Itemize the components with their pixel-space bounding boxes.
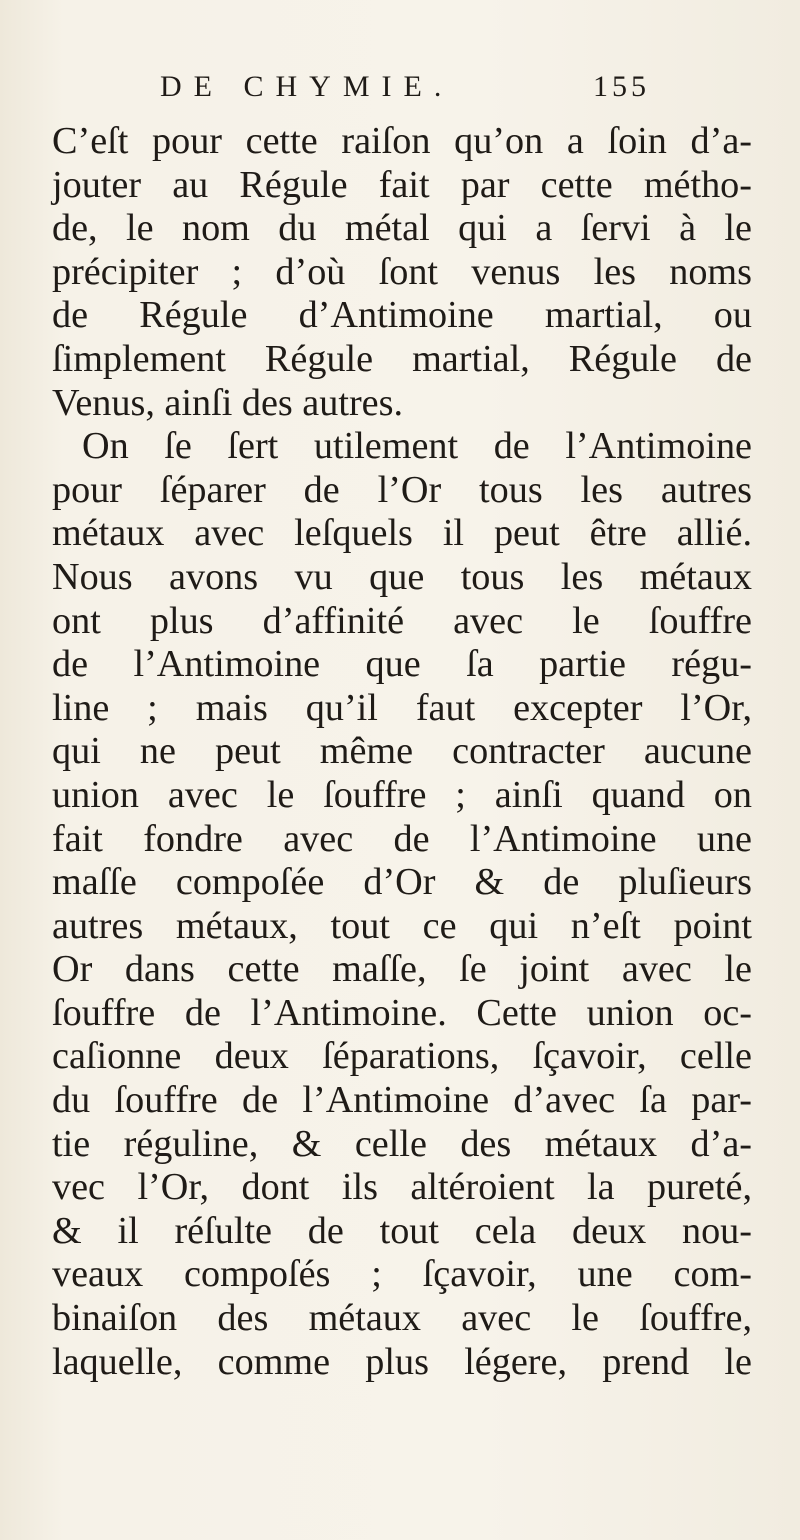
text-line: On ſe ſert utilement de l’Antimoine (82, 425, 752, 468)
text-line: vec l’Or, dont ils altéroient la pureté, (52, 1166, 752, 1209)
text-line: de l’Antimoine que ſa partie régu- (52, 643, 752, 686)
text-line: union avec le ſouffre ; ainſi quand on (52, 773, 752, 816)
text-line: fait fondre avec de l’Antimoine une (52, 817, 752, 860)
body-text (52, 120, 752, 1384)
text-line: & il réſulte de tout cela deux nou- (52, 1209, 752, 1252)
text-line: binaiſon des métaux avec le ſouffre, (52, 1297, 752, 1340)
text-line: jouter au Régule fait par cette métho- (52, 163, 752, 206)
running-title: DE CHYMIE. (160, 70, 454, 103)
text-line: veaux compoſés ; ſçavoir, une com- (52, 1253, 752, 1296)
text-line: ſimplement Régule martial, Régule de (52, 337, 752, 380)
text-line: maſſe compoſée d’Or & de pluſieurs (52, 861, 752, 904)
text-line: Venus, ainſi des autres. (52, 381, 404, 424)
text-line: de Régule d’Antimoine martial, ou (52, 294, 752, 337)
text-line: précipiter ; d’où ſont venus les noms (52, 250, 752, 293)
text-line: qui ne peut même contracter aucune (52, 730, 752, 773)
text-line: pour ſéparer de l’Or tous les autres (52, 468, 752, 511)
text-line: Nous avons vu que tous les métaux (52, 555, 752, 598)
text-line: métaux avec leſquels il peut être allié. (52, 512, 752, 555)
text-line: C’eſt pour cette raiſon qu’on a ſoin d’a- (52, 120, 752, 162)
running-header (160, 70, 650, 120)
text-line: du ſouffre de l’Antimoine d’avec ſa par- (52, 1079, 752, 1122)
text-line: de, le nom du métal qui a ſervi à le (52, 207, 752, 250)
text-line: tie réguline, & celle des métaux d’a- (52, 1122, 752, 1165)
page-number: 155 (593, 70, 650, 103)
text-line: ont plus d’affinité avec le ſouffre (52, 599, 752, 642)
text-line: Or dans cette maſſe, ſe joint avec le (52, 948, 752, 991)
text-line: autres métaux, tout ce qui n’eſt point (52, 904, 752, 947)
text-line: line ; mais qu’il faut excepter l’Or, (52, 686, 752, 729)
text-line: ſouffre de l’Antimoine. Cette union oc- (52, 991, 752, 1034)
text-line: laquelle, comme plus légere, prend le (52, 1340, 752, 1383)
text-line: caſionne deux ſéparations, ſçavoir, celle (52, 1035, 752, 1078)
